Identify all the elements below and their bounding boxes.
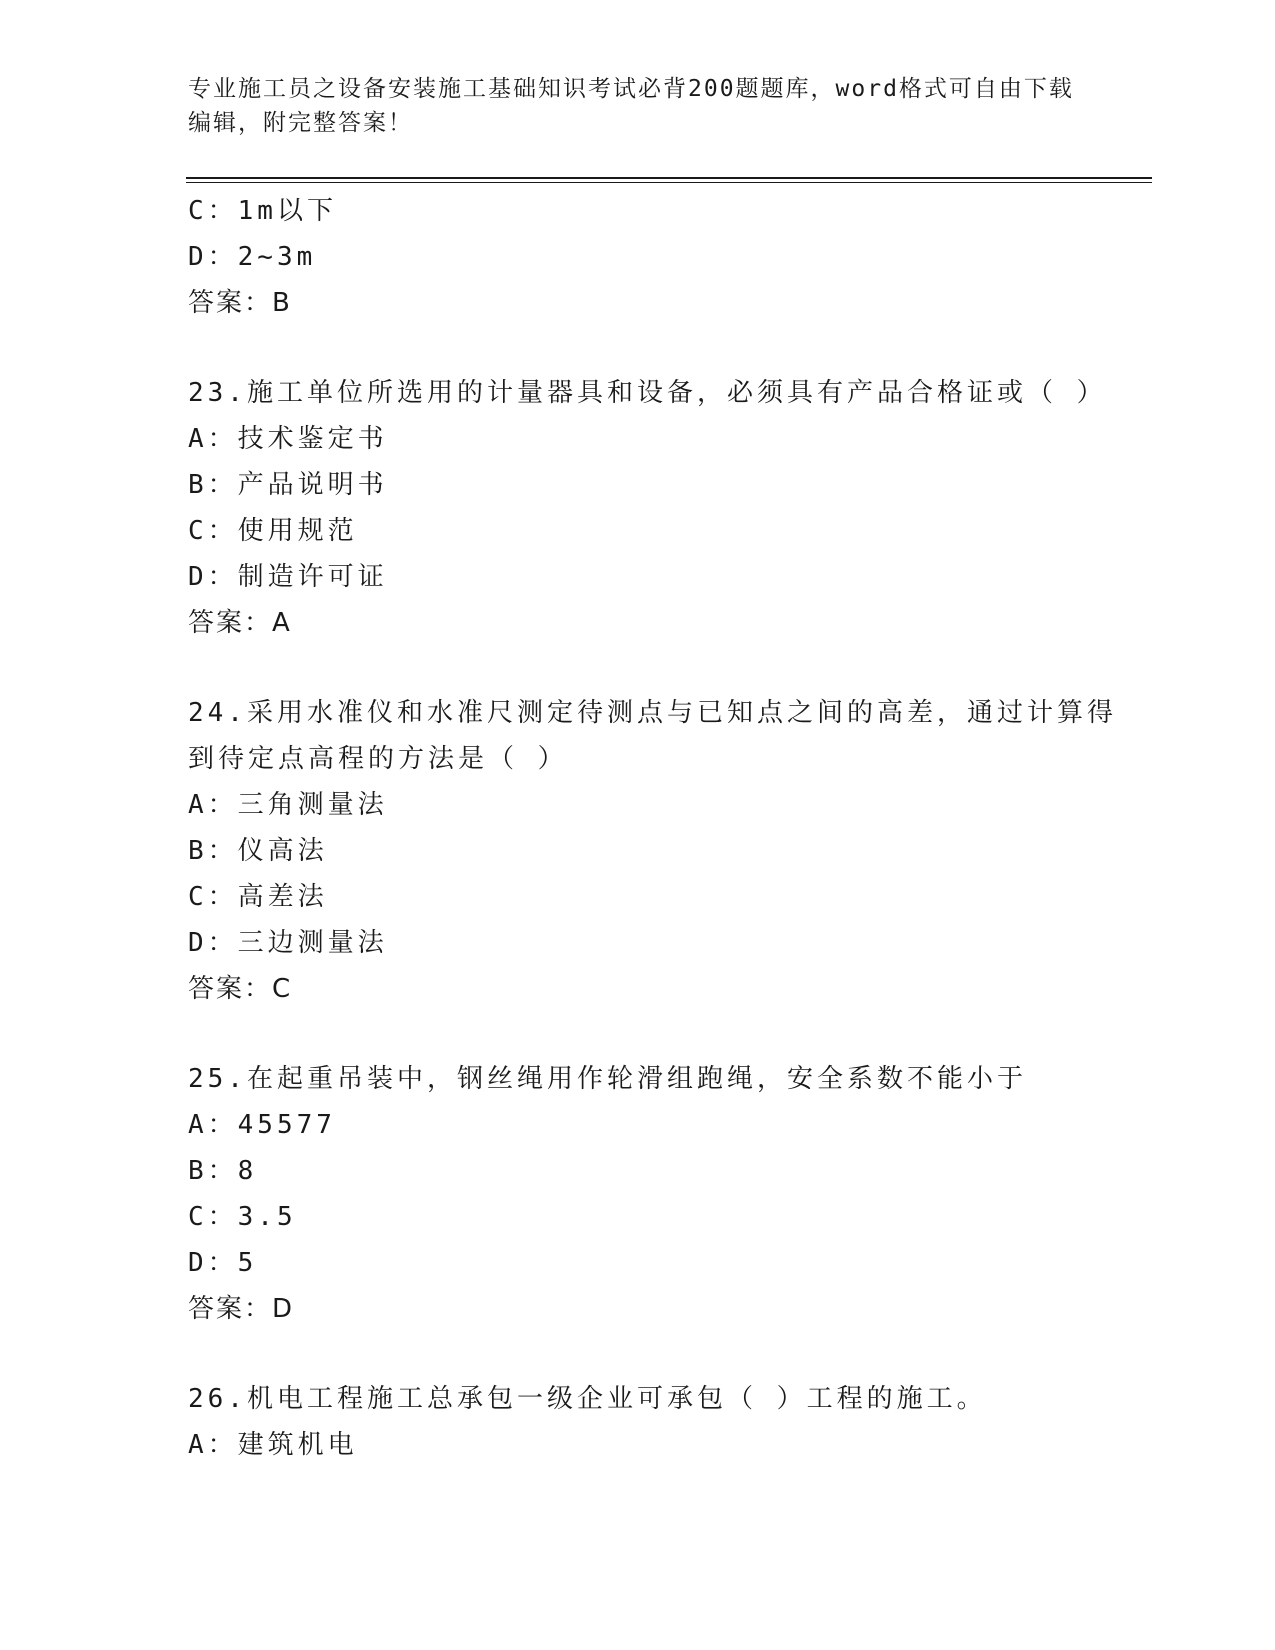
option-c: C：使用规范 <box>188 516 358 546</box>
question-25 <box>188 1056 1108 1332</box>
option-d: D：制造许可证 <box>188 562 388 592</box>
spacer <box>188 326 1108 370</box>
question-23 <box>188 370 1108 646</box>
question-24 <box>188 690 1117 1012</box>
option-a: A：45577 <box>188 1110 336 1140</box>
spacer <box>188 646 1108 690</box>
answer-line: 答案：B <box>188 288 292 318</box>
option-a: A：建筑机电 <box>188 1430 358 1460</box>
option-a: A：技术鉴定书 <box>188 424 388 454</box>
answer-line: 答案：C <box>188 974 293 1004</box>
option-a: A：三角测量法 <box>188 790 388 820</box>
question-list <box>188 188 1117 1468</box>
answer-line: 答案：D <box>188 1294 295 1324</box>
header-line-1: 专业施工员之设备安装施工基础知识考试必背200题题库，word格式可自由下载 <box>188 76 1074 102</box>
spacer <box>188 1012 1108 1056</box>
option-c: C：3.5 <box>188 1202 297 1232</box>
option-c: C：高差法 <box>188 882 328 912</box>
question-title: 26.机电工程施工总承包一级企业可承包（ ）工程的施工。 <box>188 1384 987 1414</box>
option-d: D：5 <box>188 1248 258 1278</box>
header-divider-thin <box>186 182 1152 183</box>
header-line-2: 编辑，附完整答案！ <box>188 110 413 136</box>
option-b: B：仪高法 <box>188 836 328 866</box>
option-c: C：1m以下 <box>188 196 337 226</box>
option-b: B：产品说明书 <box>188 470 388 500</box>
option-d: D：三边测量法 <box>188 928 388 958</box>
document-header <box>188 72 1088 140</box>
question-26 <box>188 1376 1108 1468</box>
option-d: D：2~3m <box>188 242 317 272</box>
question-title-line-1: 24.采用水准仪和水准尺测定待测点与已知点之间的高差，通过计算得 <box>188 698 1117 728</box>
question-title: 25.在起重吊装中，钢丝绳用作轮滑组跑绳，安全系数不能小于 <box>188 1064 1027 1094</box>
header-divider-thick <box>186 177 1152 179</box>
question-22-tail <box>188 188 1108 326</box>
question-title-line-2: 到待定点高程的方法是（ ） <box>188 744 568 774</box>
answer-line: 答案：A <box>188 608 292 638</box>
option-b: B：8 <box>188 1156 258 1186</box>
question-title: 23.施工单位所选用的计量器具和设备，必须具有产品合格证或（ ） <box>188 378 1107 408</box>
spacer <box>188 1332 1108 1376</box>
